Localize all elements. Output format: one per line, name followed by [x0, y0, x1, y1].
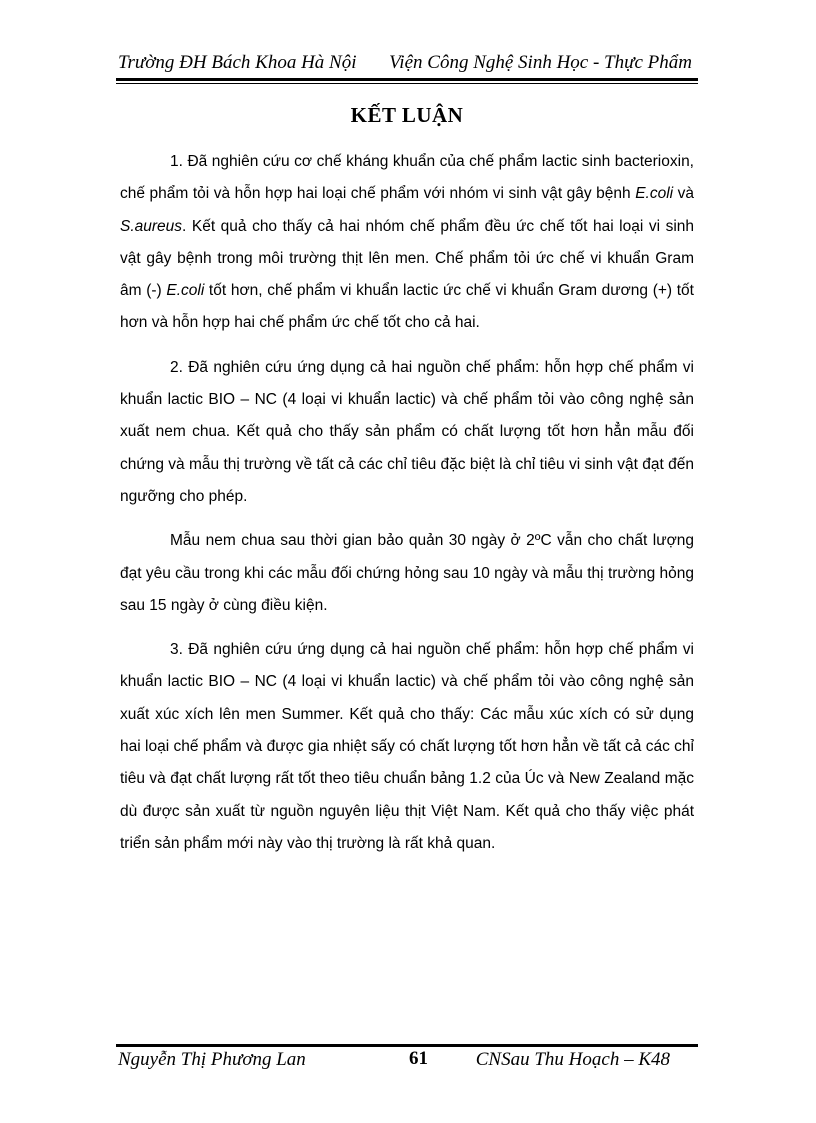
- footer-course: CNSau Thu Hoạch – K48: [475, 1049, 670, 1070]
- organism-name: E.coli: [166, 282, 205, 300]
- footer-author: Nguyễn Thị Phương Lan: [118, 1049, 306, 1070]
- body-text: [120, 146, 694, 872]
- header-rule-thin: [116, 83, 698, 84]
- section-title: KẾT LUẬN: [350, 103, 464, 127]
- paragraph-3: Mẫu nem chua sau thời gian bảo quản 30 ngày ở 2ºC vẫn cho chất lượng đạt yêu cầu trong khi các mẫu đối chứng hỏng sau 10 ngày và mẫu thị trường hỏng sau 15 ngày ở cùng điều kiện.: [120, 532, 694, 614]
- page-footer: [116, 1048, 698, 1078]
- page-number: 61: [409, 1048, 428, 1069]
- page-header: [116, 50, 698, 78]
- organism-name: S.aureus: [120, 217, 183, 235]
- paragraph-4: 3. Đã nghiên cứu ứng dụng cả hai nguồn chế phẩm: hỗn hợp chế phẩm vi khuẩn lactic BIO – NC (4 loại vi khuẩn lactic) và chế phẩm tỏi vào công nghệ sản xuất xúc xích lên men Summer. Kết quả cho thấy: Các mẫu xúc xích có sử dụng hai loại chế phẩm và được gia nhiệt sấy có chất lượng tốt hơn hẳn về tất cả các chỉ tiêu và đạt chất lượng rất tốt theo tiêu chuẩn bảng 1.2 của Úc và New Zealand mặc dù được sản xuất từ nguồn nguyên liệu thịt Việt Nam. Kết quả cho thấy việc phát triển sản phẩm mới này vào thị trường là rất khả quan.: [120, 641, 694, 852]
- header-institute: Viện Công Nghệ Sinh Học - Thực Phẩm: [389, 52, 692, 73]
- paragraph-2: 2. Đã nghiên cứu ứng dụng cả hai nguồn chế phẩm: hỗn hợp chế phẩm vi khuẩn lactic BIO – NC (4 loại vi khuẩn lactic) và chế phẩm tỏi vào công nghệ sản xuất nem chua. Kết quả cho thấy sản phẩm có chất lượng tốt hơn hẳn mẫu đối chứng và mẫu thị trường về tất cả các chỉ tiêu đặc biệt là chỉ tiêu vi sinh vật đạt đến ngưỡng cho phép.: [120, 358, 694, 505]
- paragraph-1: 1. Đã nghiên cứu cơ chế kháng khuẩn của chế phẩm lactic sinh bacterioxin, chế phẩm tỏi và hỗn hợp hai loại chế phẩm với nhóm vi sinh vật gây bệnh E.coli và S.aureus. Kết quả cho thấy cả hai nhóm chế phẩm đều ức chế tốt hai loại vi sinh vật gây bệnh trong môi trường thịt lên men. Chế phẩm tỏi ức chế vi khuẩn Gram âm (-) E.coli tốt hơn, chế phẩm vi khuẩn lactic ức chế vi khuẩn Gram dương (+) tốt hơn và hỗn hợp hai chế phẩm ức chế tốt cho cả hai.: [120, 153, 694, 332]
- header-university: Trường ĐH Bách Khoa Hà Nội: [118, 52, 357, 73]
- footer-rule: [116, 1044, 698, 1047]
- organism-name: E.coli: [635, 185, 674, 203]
- header-rule-thick: [116, 78, 698, 81]
